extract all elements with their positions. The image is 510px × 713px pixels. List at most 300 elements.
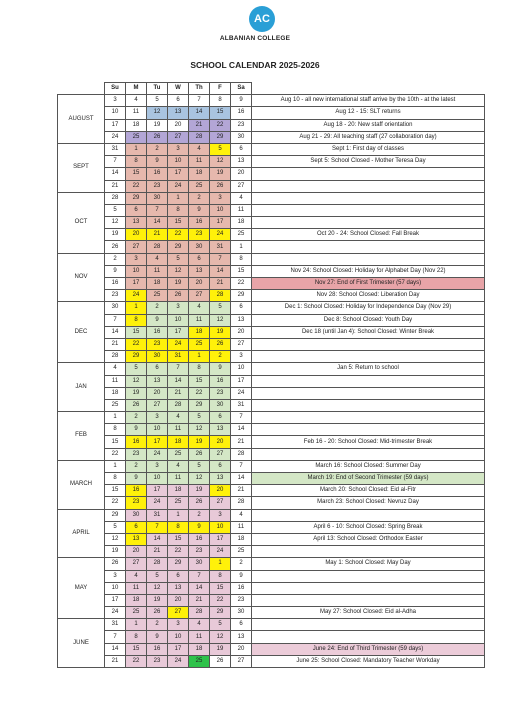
day-cell: 27 <box>126 558 147 570</box>
month-label: SEPT <box>58 143 105 192</box>
day-cell: 9 <box>189 521 210 533</box>
day-cell: 11 <box>231 521 252 533</box>
day-cell: 23 <box>126 448 147 460</box>
day-cell: 22 <box>126 180 147 192</box>
event-note <box>252 582 485 594</box>
day-cell: 20 <box>210 485 231 497</box>
day-cell: 19 <box>210 326 231 338</box>
event-note <box>252 351 485 363</box>
day-cell: 23 <box>189 546 210 558</box>
day-cell: 8 <box>126 156 147 168</box>
day-cell: 8 <box>231 253 252 265</box>
day-cell: 13 <box>231 631 252 643</box>
day-cell: 31 <box>210 241 231 253</box>
week-row <box>58 424 485 436</box>
day-cell: 25 <box>105 399 126 411</box>
day-cell: 17 <box>105 119 126 131</box>
day-cell: 28 <box>147 558 168 570</box>
day-cell: 23 <box>126 497 147 509</box>
month-label: DEC <box>58 302 105 363</box>
day-cell: 19 <box>168 278 189 290</box>
day-cell: 2 <box>147 302 168 314</box>
day-cell: 24 <box>210 229 231 241</box>
day-cell: 4 <box>189 619 210 631</box>
week-row <box>58 217 485 229</box>
weekday-label: Su <box>105 83 126 95</box>
day-cell: 11 <box>189 631 210 643</box>
day-cell: 12 <box>210 314 231 326</box>
event-note: Nov 27: End of First Trimester (57 days) <box>252 278 485 290</box>
day-cell: 20 <box>231 326 252 338</box>
day-cell: 20 <box>126 546 147 558</box>
day-cell: 26 <box>147 607 168 619</box>
day-cell: 21 <box>168 387 189 399</box>
day-cell: 13 <box>126 217 147 229</box>
day-cell: 17 <box>168 326 189 338</box>
day-cell: 3 <box>147 460 168 472</box>
day-cell: 19 <box>147 119 168 131</box>
week-row <box>58 460 485 472</box>
day-cell: 30 <box>189 558 210 570</box>
day-cell: 17 <box>126 278 147 290</box>
week-row <box>58 485 485 497</box>
day-cell: 18 <box>189 168 210 180</box>
month-label: FEB <box>58 412 105 461</box>
day-cell: 22 <box>105 497 126 509</box>
event-note: March 23: School Closed: Nevruz Day <box>252 497 485 509</box>
event-note: Nov 28: School Closed: Liberation Day <box>252 290 485 302</box>
day-cell: 28 <box>105 351 126 363</box>
week-row <box>58 607 485 619</box>
day-cell: 9 <box>126 473 147 485</box>
week-row <box>58 290 485 302</box>
day-cell: 11 <box>168 424 189 436</box>
day-cell: 12 <box>147 582 168 594</box>
day-cell: 22 <box>105 448 126 460</box>
event-note <box>252 412 485 424</box>
day-cell: 26 <box>210 338 231 350</box>
weekday-label: W <box>168 83 189 95</box>
day-cell: 8 <box>105 424 126 436</box>
weekday-label: Sa <box>231 83 252 95</box>
week-row <box>58 509 485 521</box>
day-cell: 4 <box>231 192 252 204</box>
day-cell: 15 <box>126 168 147 180</box>
week-row <box>58 619 485 631</box>
day-cell: 31 <box>105 619 126 631</box>
day-cell: 10 <box>126 265 147 277</box>
day-cell: 19 <box>210 168 231 180</box>
day-cell: 22 <box>126 655 147 667</box>
college-name: ALBANIAN COLLEGE <box>219 35 291 42</box>
day-cell: 2 <box>189 192 210 204</box>
day-cell: 28 <box>231 497 252 509</box>
day-cell: 5 <box>147 570 168 582</box>
day-cell: 21 <box>231 436 252 448</box>
calendar-body <box>58 95 485 668</box>
day-cell: 2 <box>147 143 168 155</box>
day-cell: 3 <box>231 351 252 363</box>
day-cell: 16 <box>147 168 168 180</box>
day-cell: 13 <box>168 107 189 119</box>
day-cell: 20 <box>168 119 189 131</box>
day-cell: 28 <box>210 290 231 302</box>
day-cell: 9 <box>231 95 252 107</box>
day-cell: 27 <box>231 338 252 350</box>
day-cell: 17 <box>105 594 126 606</box>
week-row <box>58 107 485 119</box>
day-cell: 15 <box>126 643 147 655</box>
event-note <box>252 570 485 582</box>
day-cell: 9 <box>105 265 126 277</box>
day-cell: 18 <box>168 436 189 448</box>
day-cell: 9 <box>147 156 168 168</box>
day-cell: 16 <box>126 436 147 448</box>
school-calendar-table <box>57 82 485 668</box>
week-row <box>58 229 485 241</box>
day-cell: 25 <box>189 655 210 667</box>
day-cell: 21 <box>189 594 210 606</box>
day-cell: 3 <box>105 95 126 107</box>
weekday-label: M <box>126 83 147 95</box>
day-cell: 30 <box>231 131 252 143</box>
page-title: SCHOOL CALENDAR 2025-2026 <box>190 60 320 70</box>
event-note <box>252 509 485 521</box>
day-cell: 23 <box>189 229 210 241</box>
day-cell: 11 <box>105 375 126 387</box>
day-cell: 26 <box>105 558 126 570</box>
event-note: March 16: School Closed: Summer Day <box>252 460 485 472</box>
day-cell: 24 <box>168 655 189 667</box>
day-cell: 28 <box>147 241 168 253</box>
event-note <box>252 448 485 460</box>
day-cell: 3 <box>168 143 189 155</box>
day-cell: 27 <box>210 497 231 509</box>
day-cell: 13 <box>189 265 210 277</box>
day-cell: 14 <box>189 582 210 594</box>
day-cell: 8 <box>210 570 231 582</box>
day-cell: 6 <box>231 619 252 631</box>
day-cell: 8 <box>168 521 189 533</box>
day-cell: 26 <box>210 180 231 192</box>
day-cell: 8 <box>168 204 189 216</box>
day-cell: 1 <box>210 558 231 570</box>
event-note <box>252 217 485 229</box>
event-note <box>252 168 485 180</box>
day-cell: 5 <box>105 204 126 216</box>
day-cell: 9 <box>147 631 168 643</box>
day-cell: 17 <box>168 643 189 655</box>
day-cell: 15 <box>105 485 126 497</box>
day-cell: 7 <box>189 570 210 582</box>
day-cell: 3 <box>126 253 147 265</box>
day-cell: 3 <box>210 509 231 521</box>
day-cell: 4 <box>189 143 210 155</box>
day-cell: 7 <box>147 204 168 216</box>
day-cell: 23 <box>231 119 252 131</box>
day-cell: 7 <box>105 314 126 326</box>
day-cell: 9 <box>231 570 252 582</box>
event-note <box>252 253 485 265</box>
day-cell: 6 <box>126 204 147 216</box>
day-cell: 4 <box>168 412 189 424</box>
day-cell: 21 <box>147 229 168 241</box>
weekday-label: Tu <box>147 83 168 95</box>
day-cell: 11 <box>126 107 147 119</box>
day-cell: 10 <box>168 631 189 643</box>
day-cell: 14 <box>105 643 126 655</box>
day-cell: 17 <box>168 168 189 180</box>
day-cell: 10 <box>210 204 231 216</box>
week-row <box>58 351 485 363</box>
day-cell: 20 <box>231 643 252 655</box>
day-cell: 24 <box>210 546 231 558</box>
day-cell: 18 <box>105 387 126 399</box>
day-cell: 6 <box>189 253 210 265</box>
day-cell: 12 <box>210 631 231 643</box>
day-cell: 31 <box>105 143 126 155</box>
day-cell: 8 <box>126 314 147 326</box>
day-cell: 14 <box>168 375 189 387</box>
day-cell: 30 <box>147 351 168 363</box>
day-cell: 27 <box>189 290 210 302</box>
week-row <box>58 594 485 606</box>
day-cell: 25 <box>168 448 189 460</box>
day-cell: 20 <box>189 278 210 290</box>
day-cell: 5 <box>210 619 231 631</box>
day-cell: 15 <box>168 533 189 545</box>
week-row <box>58 180 485 192</box>
day-cell: 23 <box>147 180 168 192</box>
day-cell: 25 <box>231 546 252 558</box>
day-cell: 21 <box>231 485 252 497</box>
event-note: Dec 8: School Closed: Youth Day <box>252 314 485 326</box>
day-cell: 21 <box>147 546 168 558</box>
day-cell: 20 <box>168 594 189 606</box>
day-cell: 22 <box>210 119 231 131</box>
week-row <box>58 302 485 314</box>
day-cell: 4 <box>231 509 252 521</box>
header-spacer <box>58 83 105 95</box>
day-cell: 7 <box>231 460 252 472</box>
day-cell: 5 <box>210 302 231 314</box>
week-row <box>58 375 485 387</box>
day-cell: 19 <box>147 594 168 606</box>
day-cell: 12 <box>126 375 147 387</box>
event-note <box>252 241 485 253</box>
day-cell: 18 <box>189 643 210 655</box>
day-cell: 12 <box>147 107 168 119</box>
day-cell: 2 <box>105 253 126 265</box>
day-cell: 21 <box>105 180 126 192</box>
header-spacer <box>252 83 485 95</box>
day-cell: 26 <box>147 131 168 143</box>
day-cell: 10 <box>168 314 189 326</box>
day-cell: 26 <box>189 497 210 509</box>
day-cell: 7 <box>210 253 231 265</box>
day-cell: 7 <box>168 363 189 375</box>
day-cell: 2 <box>231 558 252 570</box>
day-cell: 25 <box>189 338 210 350</box>
day-cell: 27 <box>168 131 189 143</box>
day-cell: 12 <box>168 265 189 277</box>
day-cell: 7 <box>147 521 168 533</box>
day-cell: 3 <box>168 619 189 631</box>
week-row <box>58 143 485 155</box>
week-row <box>58 570 485 582</box>
day-cell: 9 <box>126 424 147 436</box>
month-label: OCT <box>58 192 105 253</box>
day-cell: 20 <box>210 436 231 448</box>
day-cell: 4 <box>189 302 210 314</box>
day-cell: 8 <box>210 95 231 107</box>
day-cell: 14 <box>231 473 252 485</box>
day-cell: 17 <box>210 533 231 545</box>
day-cell: 25 <box>126 607 147 619</box>
day-cell: 24 <box>147 448 168 460</box>
day-cell: 1 <box>126 302 147 314</box>
event-note <box>252 180 485 192</box>
week-row <box>58 278 485 290</box>
day-cell: 21 <box>210 278 231 290</box>
month-label: AUGUST <box>58 95 105 144</box>
day-cell: 24 <box>105 131 126 143</box>
day-cell: 19 <box>189 485 210 497</box>
week-row <box>58 558 485 570</box>
day-cell: 28 <box>168 399 189 411</box>
day-cell: 28 <box>231 448 252 460</box>
day-cell: 22 <box>231 278 252 290</box>
day-cell: 29 <box>126 192 147 204</box>
day-cell: 24 <box>231 387 252 399</box>
weekday-label: F <box>210 83 231 95</box>
day-cell: 13 <box>210 473 231 485</box>
event-note: June 24: End of Third Trimester (59 days) <box>252 643 485 655</box>
event-note: Sept 1: First day of classes <box>252 143 485 155</box>
week-row <box>58 95 485 107</box>
day-cell: 19 <box>189 436 210 448</box>
day-cell: 28 <box>189 607 210 619</box>
day-cell: 17 <box>210 217 231 229</box>
day-cell: 19 <box>210 643 231 655</box>
day-cell: 23 <box>105 290 126 302</box>
day-cell: 25 <box>231 229 252 241</box>
day-cell: 4 <box>126 95 147 107</box>
day-cell: 11 <box>189 156 210 168</box>
day-cell: 22 <box>210 594 231 606</box>
day-cell: 15 <box>126 326 147 338</box>
day-cell: 6 <box>210 412 231 424</box>
week-row <box>58 412 485 424</box>
day-cell: 5 <box>168 253 189 265</box>
day-cell: 20 <box>126 229 147 241</box>
week-row <box>58 241 485 253</box>
day-cell: 7 <box>105 156 126 168</box>
event-note: Dec 18 (until Jan 4): School Closed: Winter Break <box>252 326 485 338</box>
day-cell: 22 <box>126 338 147 350</box>
day-cell: 18 <box>231 533 252 545</box>
day-cell: 14 <box>105 326 126 338</box>
week-row <box>58 156 485 168</box>
day-cell: 12 <box>105 533 126 545</box>
day-cell: 12 <box>105 217 126 229</box>
day-cell: 3 <box>210 192 231 204</box>
day-cell: 26 <box>168 290 189 302</box>
day-cell: 29 <box>105 509 126 521</box>
day-cell: 20 <box>231 168 252 180</box>
college-logo-icon: AC <box>249 6 275 32</box>
day-cell: 3 <box>168 302 189 314</box>
day-cell: 8 <box>189 363 210 375</box>
event-note: May 27: School Closed: Eid al-Adha <box>252 607 485 619</box>
day-cell: 22 <box>168 229 189 241</box>
day-cell: 29 <box>210 131 231 143</box>
day-cell: 24 <box>126 290 147 302</box>
event-note: Aug 10 - all new international staff arrive by the 10th - at the latest <box>252 95 485 107</box>
day-cell: 16 <box>147 643 168 655</box>
week-row <box>58 582 485 594</box>
day-cell: 25 <box>168 497 189 509</box>
day-cell: 14 <box>210 265 231 277</box>
week-row <box>58 533 485 545</box>
day-cell: 19 <box>105 546 126 558</box>
day-cell: 16 <box>105 278 126 290</box>
week-row <box>58 399 485 411</box>
week-row <box>58 546 485 558</box>
day-cell: 5 <box>210 143 231 155</box>
day-cell: 13 <box>231 314 252 326</box>
day-cell: 6 <box>147 363 168 375</box>
day-cell: 3 <box>147 412 168 424</box>
day-cell: 17 <box>147 485 168 497</box>
event-note: Feb 16 - 20: School Closed: Mid-trimester Break <box>252 436 485 448</box>
event-note: March 19: End of Second Trimester (59 days) <box>252 473 485 485</box>
day-cell: 21 <box>105 338 126 350</box>
day-cell: 30 <box>210 399 231 411</box>
day-cell: 2 <box>210 351 231 363</box>
event-note <box>252 192 485 204</box>
week-row <box>58 168 485 180</box>
day-cell: 12 <box>189 424 210 436</box>
week-row <box>58 631 485 643</box>
event-note: April 13: School Closed: Orthodox Easter <box>252 533 485 545</box>
day-cell: 27 <box>231 180 252 192</box>
event-note <box>252 631 485 643</box>
day-cell: 12 <box>189 473 210 485</box>
day-cell: 25 <box>126 131 147 143</box>
event-note <box>252 204 485 216</box>
day-cell: 20 <box>147 387 168 399</box>
day-cell: 10 <box>231 363 252 375</box>
day-cell: 4 <box>105 363 126 375</box>
day-cell: 26 <box>126 399 147 411</box>
day-cell: 2 <box>147 619 168 631</box>
day-cell: 6 <box>231 302 252 314</box>
day-cell: 21 <box>105 655 126 667</box>
day-cell: 29 <box>168 241 189 253</box>
week-row <box>58 326 485 338</box>
event-note: Jan 5: Return to school <box>252 363 485 375</box>
day-cell: 30 <box>147 192 168 204</box>
day-cell: 24 <box>147 497 168 509</box>
day-cell: 31 <box>231 399 252 411</box>
day-cell: 25 <box>189 180 210 192</box>
event-note: Aug 12 - 15: SLT returns <box>252 107 485 119</box>
day-cell: 31 <box>168 351 189 363</box>
day-cell: 8 <box>126 631 147 643</box>
day-cell: 7 <box>105 631 126 643</box>
day-cell: 29 <box>126 351 147 363</box>
